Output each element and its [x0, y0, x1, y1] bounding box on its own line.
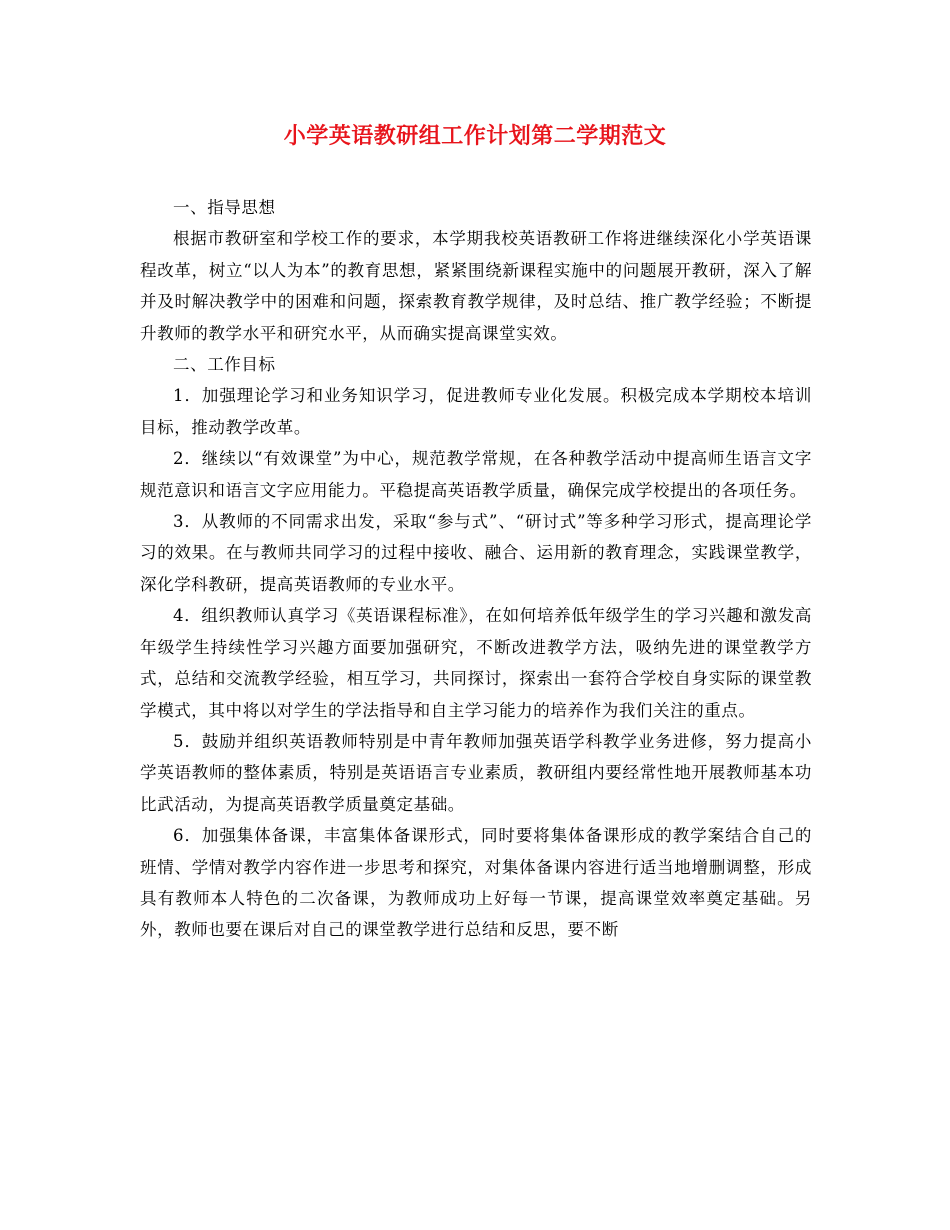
paragraph-goal-5: 5．鼓励并组织英语教师特别是中青年教师加强英语学科教学业务进修，努力提高小学英语教师的整体素质，特别是英语语言专业素质，教研组内要经常性地开展教师基本功比武活动，为提高英语教学质量奠定基础。: [140, 731, 812, 814]
document-body: [140, 192, 812, 946]
paragraph-goal-3: 3．从教师的不同需求出发，采取“参与式”、“研讨式”等多种学习形式，提高理论学习的效果。在与教师共同学习的过程中接收、融合、运用新的教育理念，实践课堂教学，深化学科教研，提高英语教师的专业水平。: [140, 512, 812, 594]
paragraph-goal-4: 4．组织教师认真学习《英语课程标准》，在如何培养低年级学生的学习兴趣和激发高年级学生持续性学习兴趣方面要加强研究，不断改进教学方法，吸纳先进的课堂教学方式，总结和交流教学经验，相互学习，共同探讨，探索出一套符合学校自身实际的课堂教学模式，其中将以对学生的学法指导和自主学习能力的培养作为我们关注的重点。: [140, 606, 812, 720]
paragraph-goal-6: 6．加强集体备课，丰富集体备课形式，同时要将集体备课形成的教学案结合自己的班情、学情对教学内容作进一步思考和探究，对集体备课内容进行适当地增删调整，形成具有教师本人特色的二次备课，为教师成功上好每一节课，提高课堂效率奠定基础。另外，教师也要在课后对自己的课堂教学进行总结和反思，要不断: [140, 826, 812, 940]
section-heading-guiding-ideology: 一、指导思想: [173, 198, 276, 217]
document-title: 小学英语教研组工作计划第二学期范文: [283, 123, 667, 149]
paragraph-guiding-ideology: 根据市教研室和学校工作的要求，本学期我校英语教研工作将进继续深化小学英语课程改革，树立“以人为本”的教育思想，紧紧围绕新课程实施中的问题展开教研，深入了解并及时解决教学中的困难和问题，探索教育教学规律，及时总结、推广教学经验；不断提升教师的教学水平和研究水平，从而确实提高课堂实效。: [140, 229, 812, 343]
paragraph-goal-2: 2．继续以“有效课堂”为中心，规范教学常规，在各种教学活动中提高师生语言文字规范意识和语言文字应用能力。平稳提高英语教学质量，确保完成学校提出的各项任务。: [140, 449, 812, 500]
section-heading-work-goals: 二、工作目标: [173, 355, 276, 375]
paragraph-goal-1: 1．加强理论学习和业务知识学习，促进教师专业化发展。积极完成本学期校本培训目标，推动教学改革。: [140, 386, 812, 437]
